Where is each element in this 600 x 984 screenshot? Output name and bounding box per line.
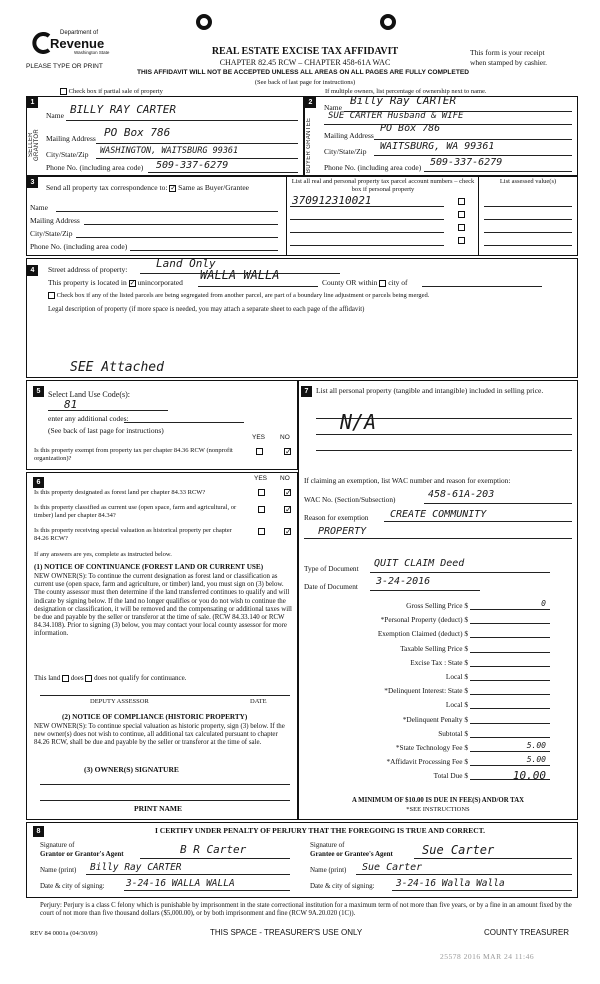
does-checkbox[interactable] [62,675,69,682]
grantee-signature[interactable]: Sue Carter [422,843,495,857]
correspondence-label: Send all property tax correspondence to: [46,183,168,192]
county-or-row [322,278,408,287]
buyer-name-value[interactable]: Billy Ray CARTER [350,94,456,107]
current-use-question: Is this property classified as current use (open space, farm and agricultural, or timber) land per chapter 84.34? [34,504,237,519]
section-8-number: 8 [33,826,44,837]
grantee-date-label: Date & city of signing: [310,882,375,890]
historic-yes-checkbox[interactable] [258,528,265,535]
segregated-checkbox[interactable] [48,292,55,299]
exempt-yes-checkbox[interactable] [256,448,263,455]
does-not-checkbox[interactable] [85,675,92,682]
tax-row-label: Total Due $ [433,771,468,781]
correspondence-row [46,183,249,192]
s5-no-header: NO [280,434,290,441]
tax-row-label: Local $ [445,700,468,710]
s1-name-label: Name [46,111,64,120]
unincorporated-checkbox[interactable]: ✓ [129,278,136,287]
recording-stamp: 25578 2016 MAR 24 11:46 [440,952,535,961]
s2-name-label: Name [324,103,342,112]
street-value[interactable]: Land Only [156,257,216,270]
s2-phone-label: Phone No. (including area code) [324,163,422,172]
grantor-name-label: Name (print) [40,866,77,874]
parcel-header: List all real and personal property tax parcel account numbers – check box if personal property [291,178,475,193]
s3-field-name: Name [30,203,48,212]
personal-property-value[interactable]: N/A [340,410,377,434]
s2-city-label: City/State/Zip [324,147,367,156]
tax-row-label: Local $ [445,672,468,681]
within-label: within [358,278,378,287]
see-back-note: (See back of last page for instructions) [254,79,356,86]
form-subtitle: CHAPTER 82.45 RCW – CHAPTER 458-61A WAC [219,58,391,67]
parcel-value[interactable]: 370912310021 [292,194,372,207]
revenue-logo-icon [30,32,52,54]
parcel-checkbox-1[interactable] [458,198,465,205]
wac-value[interactable]: 458-61A-203 [428,489,495,500]
owner-signature-label: (3) OWNER(S) SIGNATURE [84,765,179,774]
tax-row-label: Taxable Selling Price $ [400,643,468,653]
notice1-body: NEW OWNER(S): To continue the current designation as forest land or classification as current use (open space, farm and agriculture, or timber) land, you must sign on (3) below. The county assessor must then determine if the land transferred continues to qualify and will indicate by signing below. If the land no longer qualifies or you do not wish to continue the designation or classification, it will be removed and the compensating or additional taxes will be due and payable by the seller or transferor at the time of sale. (RCW 84.33.140 or RCW 84.34.108). Prior to signing (3) below, you may contact your local county assessor for more information. [34,573,292,638]
seller-city-value[interactable]: WASHINGTON, WAITSBURG 99361 [100,146,239,156]
doc-type-label: Type of Document [304,564,359,573]
county-or-label: County OR [322,278,357,287]
tax-row-value[interactable]: 5.00 [526,755,546,765]
parcel-checkbox-3[interactable] [458,224,465,231]
doc-date-label: Date of Document [304,582,358,591]
s5-see-back: (See back of last page for instructions) [48,426,164,435]
city-of-checkbox[interactable] [379,280,386,287]
grantor-date-value[interactable]: 3-24-16 WALLA WALLA [126,878,235,889]
seller-mail-value[interactable]: PO Box 786 [104,126,171,139]
s1-phone-label: Phone No. (including area code) [46,163,144,172]
deputy-assessor-label: DEPUTY ASSESSOR [90,698,149,705]
buyer-phone-value[interactable]: 509-337-6279 [430,157,503,168]
multiple-owners-note: If multiple owners, list percentage of ownership next to name. [325,88,487,95]
grantor-sig-label-2: Grantor or Grantor's Agent [40,850,124,858]
grantee-name-label: Name (print) [310,866,347,874]
section-1-number: 1 [27,97,38,108]
treasurer-space-label: THIS SPACE - TREASURER'S USE ONLY [210,928,363,937]
partial-sale-row [60,88,163,95]
wac-label: WAC No. (Section/Subsection) [304,495,396,504]
tax-row-label: *Personal Property (deduct) $ [380,615,468,625]
does-label: does [70,674,84,682]
grantor-signature[interactable]: B R Carter [180,843,247,856]
same-as-buyer-label: Same as Buyer/Grantee [178,183,249,192]
grantee-sig-label-1: Signature of [310,841,345,849]
land-use-label: Select Land Use Code(s): [48,390,130,399]
section-4-number: 4 [27,265,38,276]
notice2-body: NEW OWNER(S): To continue special valuation as historic property, sign (3) below. If the new owner(s) does not wish to continue, all additional tax calculated pursuant to chapter 84.26 RCW, shall be due and payable by the seller or transferor at the time of sale. [34,723,285,747]
unincorporated-label: unincorporated [137,278,183,287]
legal-value[interactable]: SEE Attached [70,360,164,375]
grantor-name-value[interactable]: Billy Ray CARTER [90,862,182,873]
county-treasurer-label: COUNTY TREASURER [484,928,570,937]
same-as-buyer-checkbox[interactable]: ✓ [170,183,177,192]
see-instructions-note: *SEE INSTRUCTIONS [406,806,470,813]
personal-property-label: List all personal property (tangible and intangible) included in selling price. [316,386,544,395]
partial-sale-label: Check box if partial sale of property [68,88,163,95]
grantee-name-value[interactable]: Sue Carter [362,862,423,873]
dept-line1: Department of [60,30,99,36]
notice1-title: (1) NOTICE OF CONTINUANCE (FOREST LAND OR CURRENT USE) [34,563,264,571]
section-3-number: 3 [27,177,38,188]
receipt-note-2: when stamped by cashier. [470,58,548,67]
dept-line3: Washington State [74,50,110,55]
s2-mail-label: Mailing Address [324,131,374,140]
rev-code: REV 84 0001a (04/30/09) [30,930,98,937]
punch-hole-left [196,14,212,30]
form-warning: THIS AFFIDAVIT WILL NOT BE ACCEPTED UNLESS ALL AREAS ON ALL PAGES ARE FULLY COMPLETED [136,69,470,76]
land-use-value[interactable]: 81 [64,398,78,411]
partial-sale-checkbox[interactable] [60,88,67,95]
perjury-statement: Perjury: Perjury is a class C felony which is punishable by imprisonment in the state correctional institution for a maximum term of not more than five years, or by a fine in an amount fixed by the court of not more than five thousand dollars ($5,000.00), or by both imprisonment and fine (RCW 9A.20.020 (1C)). [40,902,572,918]
county-value[interactable]: WALLA WALLA [200,268,280,282]
grantor-sig-label-1: Signature of [40,841,75,849]
reason-label: Reason for exemption [304,513,369,522]
section-2-number: 2 [305,97,316,108]
tax-row-value[interactable]: 10.00 [512,769,546,783]
segregated-row [48,292,429,299]
s5-yes-header: YES [252,434,266,441]
seller-name-value[interactable]: BILLY RAY CARTER [70,103,176,116]
print-name-label: PRINT NAME [134,804,182,813]
tax-row-label: Gross Selling Price $ [406,601,468,610]
assessed-header: List assessed value(s) [499,178,557,185]
forest-yes-checkbox[interactable] [258,489,265,496]
located-label: This property is located in [48,278,127,287]
tax-row-label: Exemption Claimed (deduct) $ [377,629,468,639]
section-7-number: 7 [301,386,312,397]
grantee-sig-label-2: Grantee or Grantee's Agent [310,850,393,858]
forest-question: Is this property designated as forest land per chapter 84.33 RCW? [34,489,206,496]
s6-no-header: NO [280,475,290,482]
continuance-row [34,674,186,682]
s6-yes-header: YES [254,475,268,482]
tax-row-label: *Affidavit Processing Fee $ [386,757,468,767]
form-title: REAL ESTATE EXCISE TAX AFFIDAVIT [211,46,399,57]
seller-phone-value[interactable]: 509-337-6279 [156,160,229,171]
grantee-date-value[interactable]: 3-24-16 Walla Walla [396,878,505,889]
section-6-number: 6 [33,477,44,488]
doc-date-value[interactable]: 3-24-2016 [376,576,431,587]
exempt-question: Is this property exempt from property tax per chapter 84.36 RCW (nonprofit organization)? [34,447,233,462]
historic-no-checkbox[interactable]: ✓ [285,527,292,536]
buyer-mail-value[interactable]: PO Box 786 [380,123,441,134]
dept-line2: Revenue [50,36,105,51]
buyer-grantee-label: BUYER GRANTEE [306,117,312,173]
this-land-label: This land [34,674,61,682]
section-5-number: 5 [33,386,44,397]
punch-hole-right [380,14,396,30]
legal-label: Legal description of property (if more space is needed, you may attach a separate sheet to each page of the affidavit) [48,306,365,313]
tax-row-label: *State Technology Fee $ [395,743,468,752]
buyer-name-value-2[interactable]: SUE CARTER Husband & WIFE [328,111,464,121]
receipt-note-1: This form is your receipt [470,48,545,57]
tax-row-value[interactable]: 0 [541,599,546,608]
s3-field-city: City/State/Zip [30,229,73,238]
exempt-no-checkbox[interactable]: ✓ [285,447,292,456]
minimum-note: A MINIMUM OF $10.00 IS DUE IN FEE(S) AND/OR TAX [351,797,525,804]
current-use-yes-checkbox[interactable] [258,506,265,513]
located-row [48,278,183,287]
historic-question: Is this property receiving special valuation as historical property per chapter 84.26 RCW? [34,527,232,542]
exemption-label: If claiming an exemption, list WAC number and reason for exemption: [304,476,511,485]
reason-value-1[interactable]: CREATE COMMUNITY [390,509,487,520]
reason-value-2[interactable]: PROPERTY [318,526,367,537]
tax-row-label: *Delinquent Interest: State $ [384,686,468,696]
parcel-checkbox-4[interactable] [458,237,465,244]
deputy-date-label: DATE [250,698,267,705]
type-or-print: PLEASE TYPE OR PRINT [26,63,103,70]
s3-field-phone: Phone No. (including area code) [30,242,128,251]
tax-row-label: Subtotal $ [438,728,468,738]
notice2-title: (2) NOTICE OF COMPLIANCE (HISTORIC PROPERTY) [62,713,248,721]
tax-row-label: *Delinquent Penalty $ [402,714,468,724]
does-not-label: does not [94,674,118,682]
qualify-label: qualify for continuance. [119,674,187,682]
s1-mail-label: Mailing Address [46,134,96,143]
street-label: Street address of property: [48,265,128,274]
tax-row-value[interactable]: 5.00 [526,741,546,750]
additional-codes-label: enter any additional codes: [48,414,129,423]
certify-statement: I CERTIFY UNDER PENALTY OF PERJURY THAT THE FOREGOING IS TRUE AND CORRECT. [154,826,485,835]
if-yes-note: If any answers are yes, complete as instructed below. [34,551,172,558]
buyer-city-value[interactable]: WAITSBURG, WA 99361 [380,141,495,152]
parcel-checkbox-2[interactable] [458,211,465,218]
segregated-label: Check box if any of the listed parcels are being segregated from another parcel, are part of a boundary line adjustment or parcels being merged. [56,292,430,299]
tax-row-label: Excise Tax : State $ [410,657,468,667]
forest-no-checkbox[interactable]: ✓ [285,488,292,497]
grantor-date-label: Date & city of signing: [40,882,105,890]
current-use-no-checkbox[interactable]: ✓ [285,505,292,514]
city-of-label: city of [388,278,408,287]
s1-city-label: City/State/Zip [46,150,89,159]
s3-field-mail: Mailing Address [30,216,80,225]
seller-grantor-label: SELLER GRANTOR [28,129,40,161]
doc-type-value[interactable]: QUIT CLAIM Deed [374,558,465,569]
